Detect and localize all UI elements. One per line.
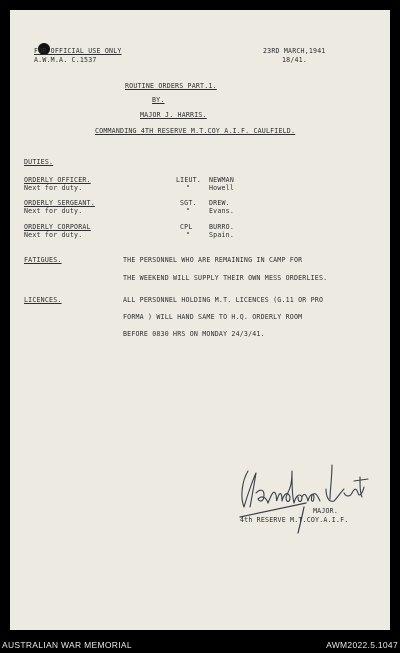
licences-line-1: ALL PERSONNEL HOLDING M.T. LICENCES (G.11 OR PRO: [123, 296, 324, 304]
title-line-3: MAJOR J. HARRIS.: [140, 111, 207, 119]
duty-name: NEWMAN: [209, 176, 235, 184]
footer-accession-number: AWM2022.5.1047: [326, 640, 398, 650]
duty-rank-ditto: ": [186, 231, 191, 239]
duty-rank: CPL: [180, 223, 193, 231]
duty-rank-ditto: ": [186, 184, 191, 192]
fatigues-heading: FATIGUES.: [24, 256, 62, 264]
footer-institution: AUSTRALIAN WAR MEMORIAL: [2, 640, 132, 650]
duty-role: ORDERLY SERGEANT.: [24, 199, 95, 207]
fatigues-line-2: THE WEEKEND WILL SUPPLY THEIR OWN MESS ORDERLIES.: [123, 274, 328, 282]
duty-name-next: Evans.: [209, 207, 235, 215]
handwritten-signature: [234, 463, 374, 543]
licences-heading: LICENCES.: [24, 296, 62, 304]
duty-next: Next for duty.: [24, 184, 83, 192]
duty-role: ORDERLY OFFICER.: [24, 176, 91, 184]
licences-line-3: BEFORE 0830 HRS ON MONDAY 24/3/41.: [123, 330, 265, 338]
title-line-1: ROUTINE ORDERS PART.1.: [125, 82, 217, 90]
duty-rank-ditto: ": [186, 207, 191, 215]
duty-rank: LIEUT.: [176, 176, 202, 184]
title-line-4: COMMANDING 4TH RESERVE M.T.COY A.I.F. CAULFIELD.: [95, 127, 296, 135]
signature-unit: 4th RESERVE M.T.COY.A.I.F.: [240, 516, 349, 524]
duty-next: Next for duty.: [24, 207, 83, 215]
document-date: 23RD MARCH,1941: [263, 47, 326, 55]
signature-rank: MAJOR.: [313, 507, 339, 515]
order-number: 18/41.: [282, 56, 308, 64]
duty-name: DREW.: [209, 199, 230, 207]
classification-label: FOR OFFICIAL USE ONLY: [34, 47, 122, 55]
reference-label: A.W.M.A. C.1537: [34, 56, 97, 64]
duties-heading: DUTIES.: [24, 158, 54, 166]
duty-rank: SGT.: [180, 199, 197, 207]
licences-line-2: FORMA ) WILL HAND SAME TO H.Q. ORDERLY ROOM: [123, 313, 303, 321]
duty-role: ORDERLY CORPORAL: [24, 223, 91, 231]
duty-name: BURRO.: [209, 223, 235, 231]
duty-next: Next for duty.: [24, 231, 83, 239]
title-line-2: BY.: [152, 96, 165, 104]
fatigues-line-1: THE PERSONNEL WHO ARE REMAINING IN CAMP FOR: [123, 256, 303, 264]
duty-name-next: Howell: [209, 184, 235, 192]
duty-name-next: Spain.: [209, 231, 235, 239]
